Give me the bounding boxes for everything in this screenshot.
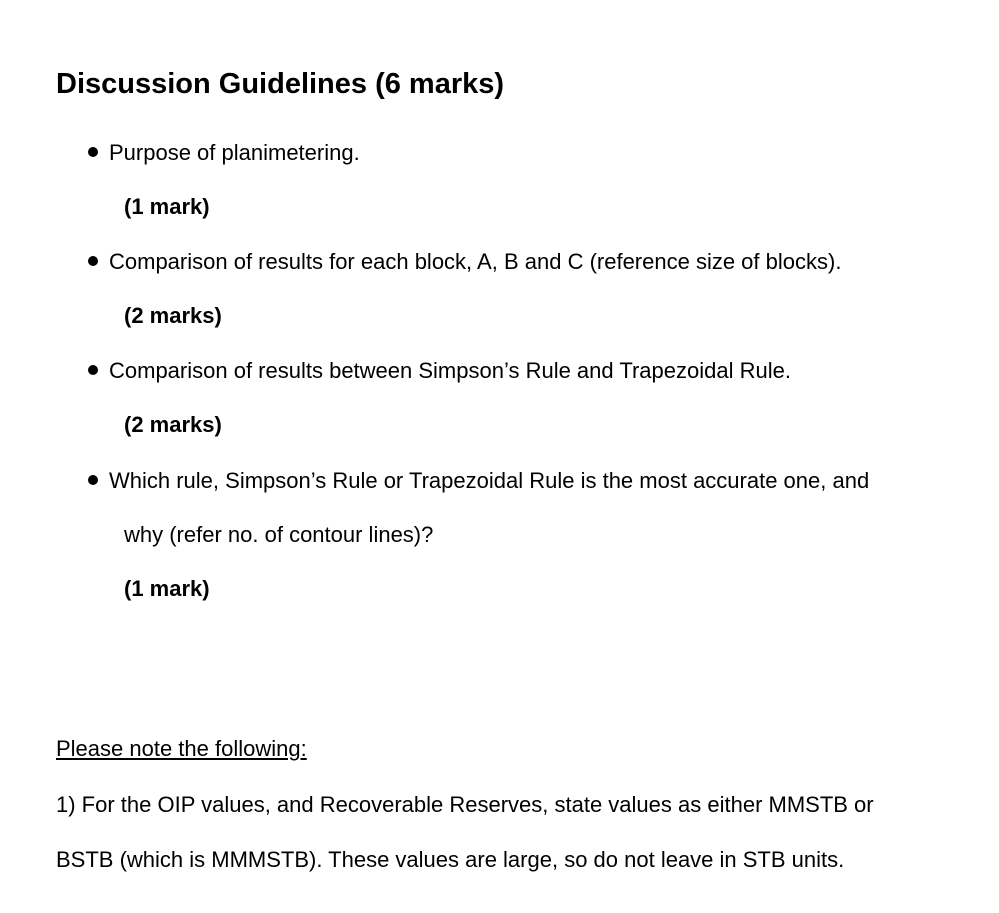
bullet-item-block-comparison: [88, 248, 841, 276]
note-line-2: BSTB (which is MMMSTB). These values are large, so do not leave in STB units.: [56, 847, 845, 872]
bullet-marks: (2 marks): [124, 412, 222, 437]
bullet-text: Purpose of planimetering.: [109, 140, 360, 165]
bullet-icon: [88, 475, 98, 485]
bullet-item-accuracy: [88, 467, 869, 495]
bullet-item-purpose: [88, 139, 360, 167]
bullet-icon: [88, 365, 98, 375]
note-line-1: 1) For the OIP values, and Recoverable Reserves, state values as either MMSTB or: [56, 792, 874, 817]
bullet-icon: [88, 147, 98, 157]
bullet-icon: [88, 256, 98, 266]
page-title: Discussion Guidelines (6 marks): [56, 68, 505, 100]
bullet-marks: (2 marks): [124, 303, 222, 328]
bullet-marks: (1 mark): [124, 576, 210, 601]
bullet-text: Comparison of results between Simpson’s Rule and Trapezoidal Rule.: [109, 358, 791, 383]
note-heading: Please note the following:: [56, 736, 307, 761]
bullet-item-rule-comparison: [88, 357, 791, 385]
bullet-continuation: why (refer no. of contour lines)?: [124, 522, 434, 547]
bullet-text: Comparison of results for each block, A, B and C (reference size of blocks).: [109, 249, 842, 274]
bullet-marks: (1 mark): [124, 194, 210, 219]
bullet-text: Which rule, Simpson’s Rule or Trapezoidal Rule is the most accurate one, and: [109, 468, 870, 493]
